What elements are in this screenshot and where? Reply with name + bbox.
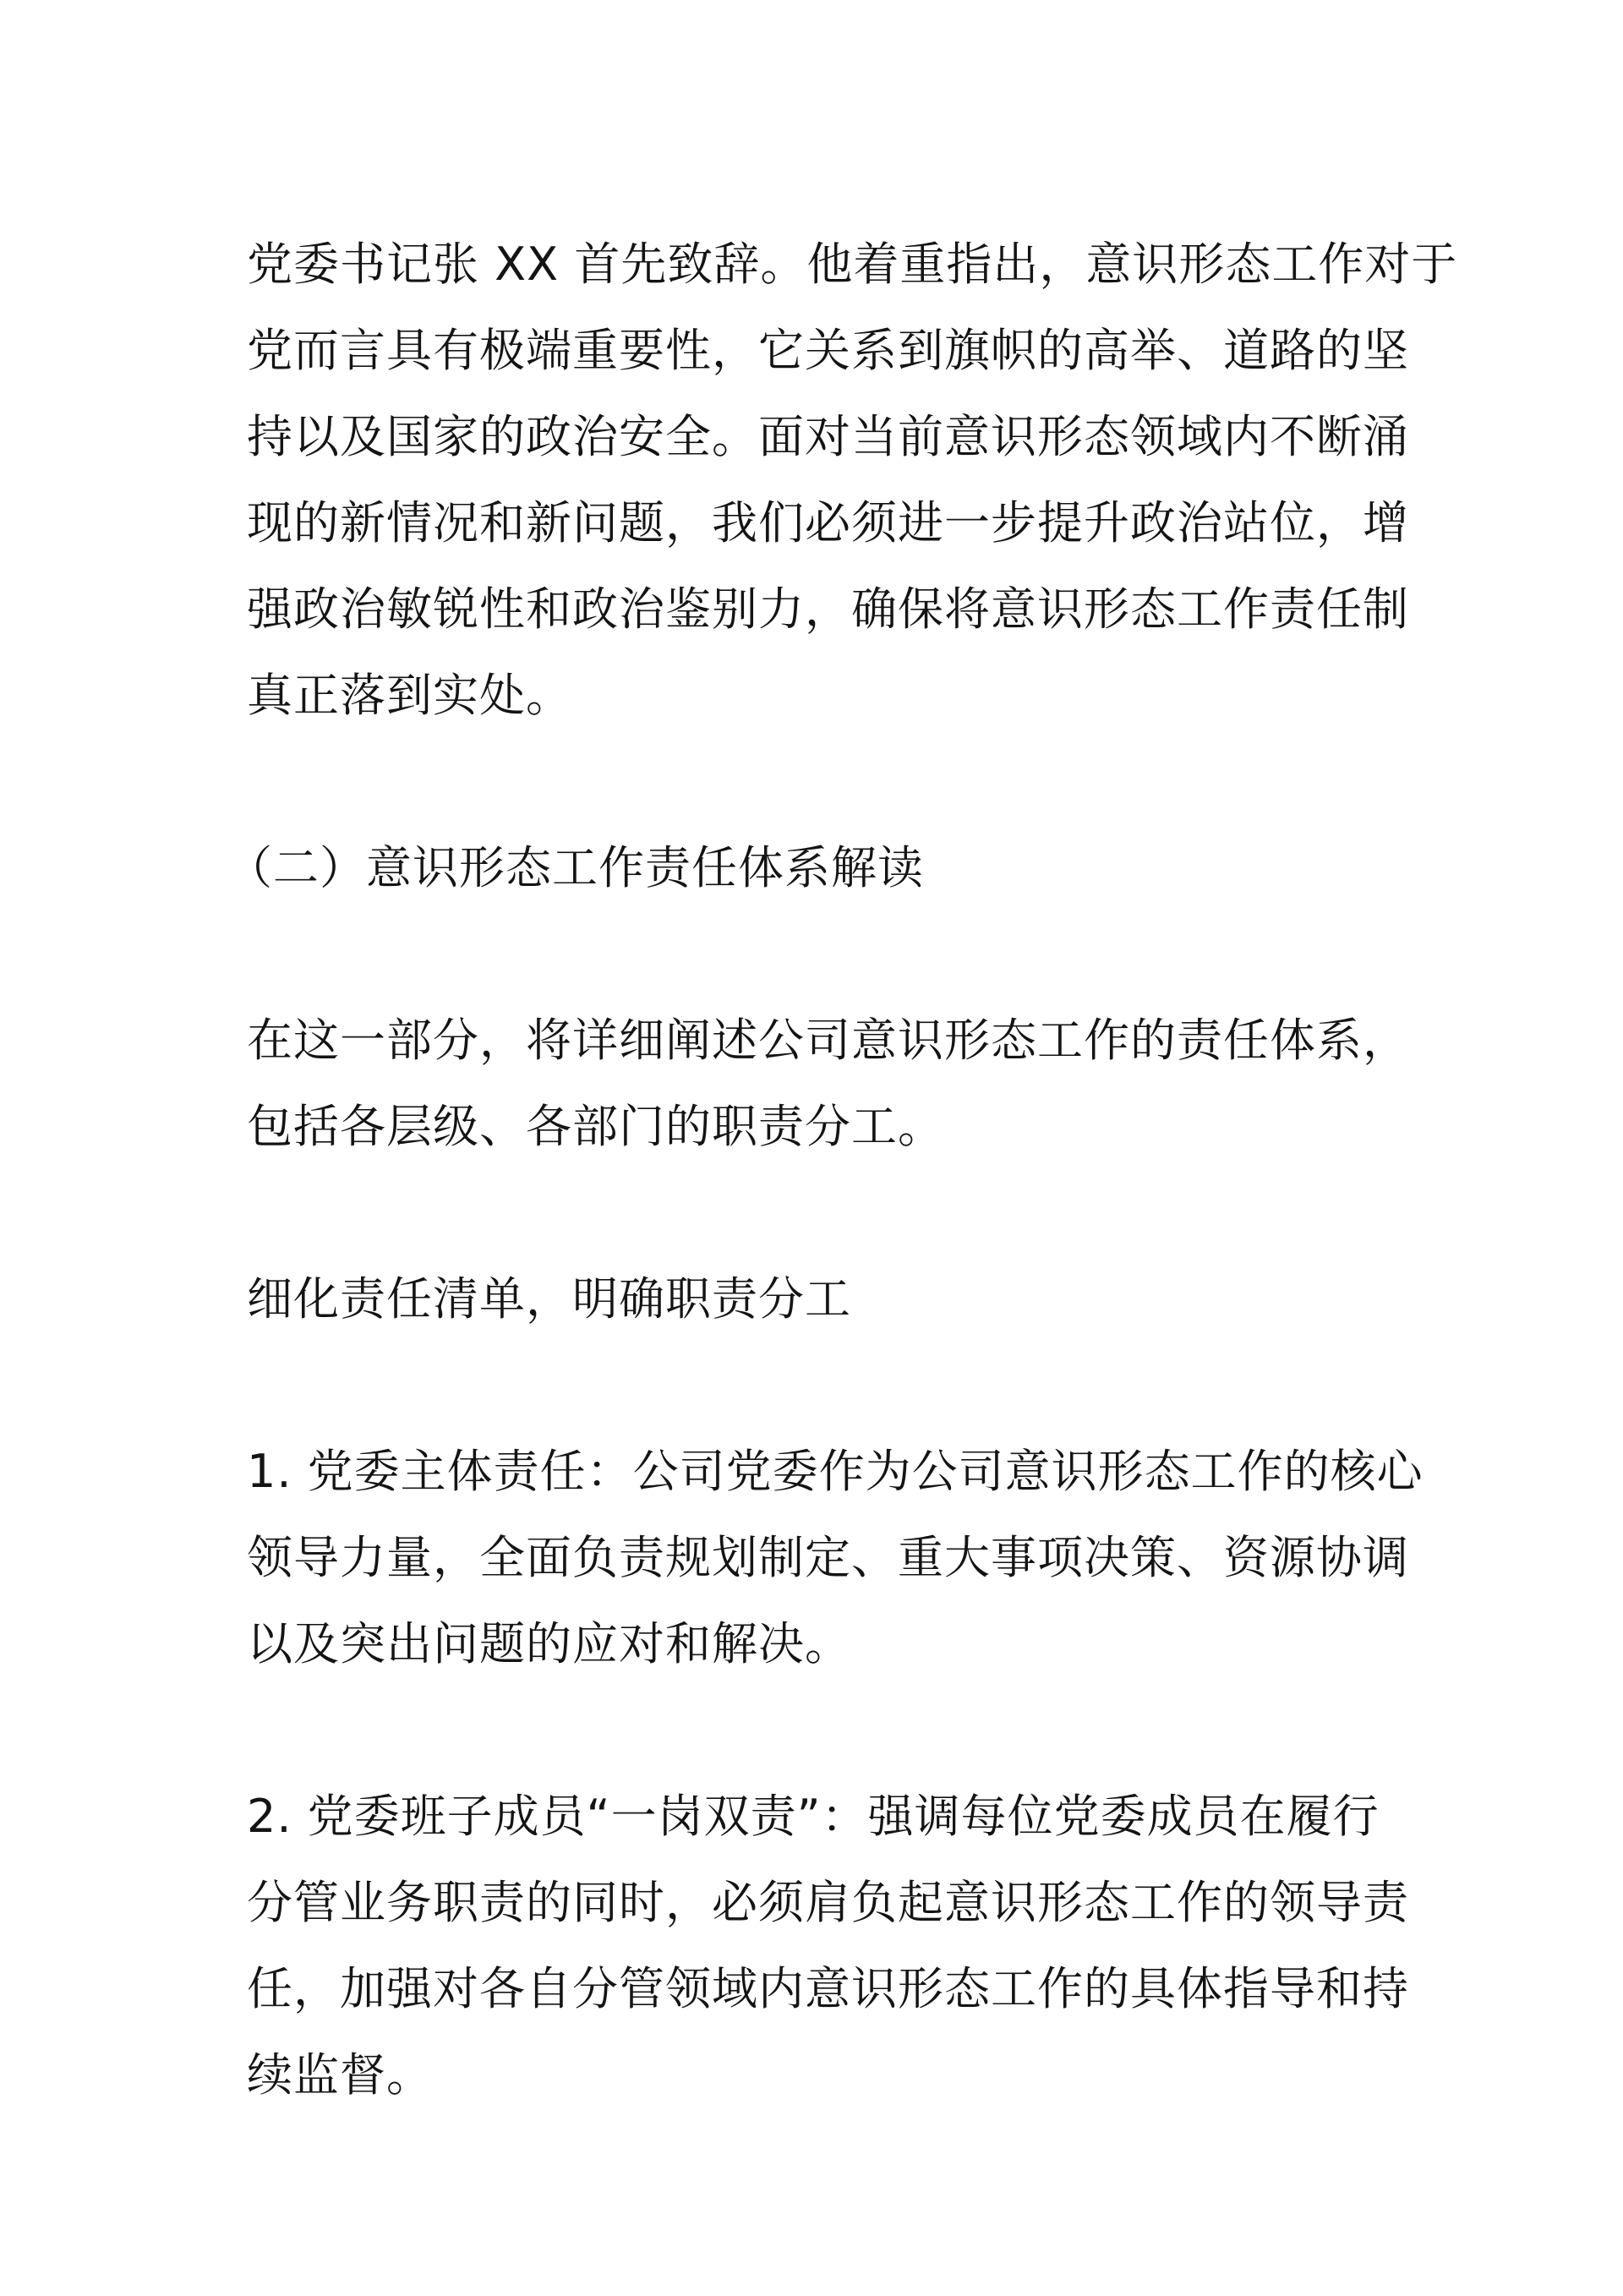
paragraph-spacer — [247, 1170, 1396, 1256]
text-line: 党而言具有极端重要性，它关系到旗帜的高举、道路的坚 — [247, 324, 1409, 377]
paragraph-spacer — [247, 1342, 1396, 1429]
list-item-dual-responsibility — [247, 1774, 1409, 2118]
text-line: 领导力量，全面负责规划制定、重大事项决策、资源协调 — [247, 1531, 1409, 1584]
text-line: 分管业务职责的同时，必须肩负起意识形态工作的领导责 — [247, 1876, 1409, 1929]
subheading: 细化责任清单，明确职责分工 — [247, 1272, 851, 1326]
text-line: 真正落到实处。 — [247, 669, 572, 722]
text-line: 持以及国家的政治安全。面对当前意识形态领域内不断涌 — [247, 410, 1409, 463]
text-line: 以及突出问题的应对和解决。 — [247, 1617, 851, 1670]
paragraph-spacer — [247, 739, 1396, 825]
paragraph-spacer — [247, 1687, 1396, 1774]
paragraph-spacer — [247, 911, 1396, 998]
text-line: 2. 党委班子成员“一岗双责”：强调每位党委成员在履行 — [247, 1790, 1380, 1843]
text-line: 包括各层级、各部门的职责分工。 — [247, 1100, 944, 1153]
text-line: 党委书记张 XX 首先致辞。他着重指出，意识形态工作对于 — [247, 238, 1458, 291]
text-line: 强政治敏锐性和政治鉴别力，确保将意识形态工作责任制 — [247, 582, 1409, 636]
list-item-party-committee-responsibility — [247, 1429, 1424, 1687]
paragraph-responsibility-system — [247, 998, 1409, 1170]
document-body — [227, 221, 1458, 2118]
text-line: 续监督。 — [247, 2048, 433, 2102]
paragraph-opening-speech — [247, 221, 1458, 739]
section-heading: （二）意识形态工作责任体系解读 — [227, 841, 924, 894]
text-line: 1. 党委主体责任：公司党委作为公司意识形态工作的核心 — [247, 1445, 1424, 1498]
text-line: 在这一部分，将详细阐述公司意识形态工作的责任体系， — [247, 1014, 1409, 1067]
text-line: 任，加强对各自分管领域内意识形态工作的具体指导和持 — [247, 1962, 1409, 2015]
text-line: 现的新情况和新问题，我们必须进一步提升政治站位，增 — [247, 496, 1409, 549]
